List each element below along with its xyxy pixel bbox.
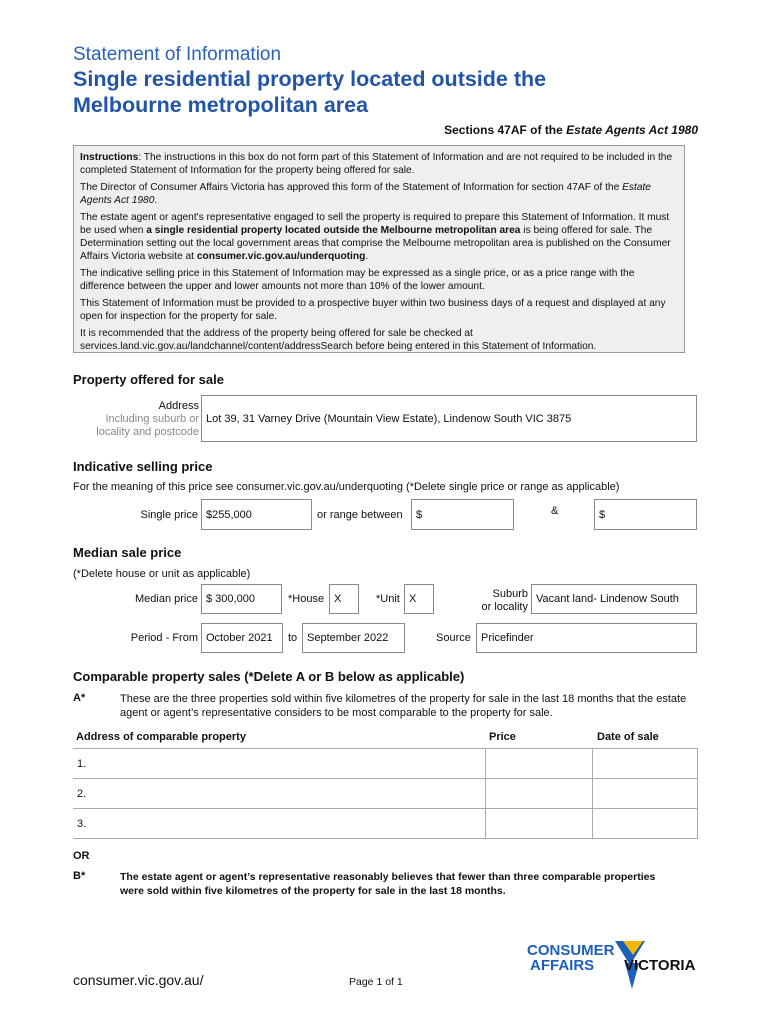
address-label-line2: Including suburb or <box>105 413 199 425</box>
range-from-field[interactable] <box>411 499 514 530</box>
title-line-2: Melbourne metropolitan area <box>73 93 369 117</box>
instructions-p3 <box>80 211 678 263</box>
address-label-line3: locality and postcode <box>96 426 199 438</box>
house-field[interactable] <box>329 584 359 614</box>
sections-line <box>444 123 698 137</box>
comparable-address-2[interactable] <box>73 779 486 809</box>
single-price-label: Single price <box>140 509 198 521</box>
period-to-field[interactable] <box>302 623 405 653</box>
source-value: Pricefinder <box>481 632 534 644</box>
row-number: 1. <box>77 757 87 770</box>
comparable-price-2[interactable] <box>486 779 593 809</box>
suburb-label-line1: Suburb <box>492 588 528 600</box>
instructions-p1 <box>80 151 678 177</box>
range-to-field[interactable] <box>594 499 697 530</box>
period-to-value: September 2022 <box>307 632 389 644</box>
logo-line2: AFFAIRS <box>530 957 595 974</box>
address-label <box>73 400 199 439</box>
instructions-box <box>73 145 685 353</box>
address-label-line1: Address <box>158 400 199 412</box>
col-address-header: Address of comparable property <box>76 731 246 743</box>
instructions-p1-text: : The instructions in this box do not form part of this Statement of Information and are not required to be included in the completed Statement of Information for the property being offered for sale. <box>80 152 673 176</box>
source-label: Source <box>436 632 471 644</box>
suburb-label <box>460 588 528 614</box>
instructions-p4: The indicative selling price in this Statement of Information may be expressed as a single price, or as a price range with the difference between the upper and lower amounts not more than 10% of the lower amount. <box>80 268 635 292</box>
period-from-field[interactable] <box>201 623 283 653</box>
comparable-date-1[interactable] <box>593 749 698 779</box>
page-title <box>73 66 693 118</box>
comparable-price-3[interactable] <box>486 809 593 839</box>
option-a-text: These are the three properties sold within five kilometres of the property for sale in the last 18 months that the estate agent or agent’s representative considers to be most comparable to the property for sale. <box>120 693 687 719</box>
instructions-p6: It is recommended that the address of the property being offered for sale be checked at services.land.vic.gov.au/landchannel/content/addressSearch before being entered in this Statement of Information. <box>80 328 597 352</box>
period-to-label: to <box>288 632 298 644</box>
comparable-table <box>73 748 698 839</box>
median-note: (*Delete house or unit as applicable) <box>73 568 251 580</box>
option-b-text: The estate agent or agent’s representative reasonably believes that fewer than three comparable properties were sold within five kilometres of the property for sale in the last 18 months. <box>120 871 656 897</box>
unit-value: X <box>409 593 417 605</box>
title-line-1: Single residential property located outside the <box>73 67 547 91</box>
instructions-p2-act: Estate Agents Act 1980 <box>80 182 651 206</box>
range-amp: & <box>551 505 559 517</box>
col-price-header: Price <box>489 731 516 743</box>
suburb-field[interactable] <box>531 584 697 614</box>
house-value: X <box>334 593 342 605</box>
suburb-label-line2: or locality <box>481 601 528 613</box>
consumer-affairs-victoria-logo <box>527 937 707 991</box>
instructions-heading: Instructions <box>80 152 139 163</box>
property-heading: Property offered for sale <box>73 372 224 387</box>
table-row <box>73 749 698 779</box>
suburb-value: Vacant land- Lindenow South <box>536 593 679 605</box>
page-number: Page 1 of 1 <box>349 976 403 988</box>
table-row <box>73 779 698 809</box>
median-price-label: Median price <box>135 593 198 605</box>
unit-label: *Unit <box>376 593 400 605</box>
comparable-date-3[interactable] <box>593 809 698 839</box>
indicative-note: For the meaning of this price see consumer.vic.gov.au/underquoting (*Delete single price or range as applicable) <box>73 481 620 493</box>
range-to-value: $ <box>599 508 606 521</box>
logo-line3: VICTORIA <box>624 957 696 974</box>
sections-act: Estate Agents Act 1980 <box>566 123 698 137</box>
option-a-label: A* <box>73 692 86 704</box>
comparable-price-1[interactable] <box>486 749 593 779</box>
instructions-p3-e: . <box>365 251 369 262</box>
range-label: or range between <box>317 509 403 521</box>
median-price-value: $ 300,000 <box>206 593 255 605</box>
row-number: 3. <box>77 817 87 830</box>
underquoting-link[interactable]: consumer.vic.gov.au/underquoting <box>196 251 366 262</box>
instructions-p3-a: The estate agent or agent's representative engaged to sell the property is required to prepare this Statement of Information. It must be used when <box>80 212 670 236</box>
comparable-address-1[interactable] <box>73 749 486 779</box>
instructions-p2-text: The Director of Consumer Affairs Victoria has approved this form of the Statement of Information for section 47AF of the <box>80 182 623 193</box>
median-price-field[interactable] <box>201 584 282 614</box>
period-from-value: October 2021 <box>206 632 273 644</box>
instructions-p2 <box>80 181 678 207</box>
table-row <box>73 809 698 839</box>
unit-field[interactable] <box>404 584 434 614</box>
instructions-p2-end: . <box>154 195 158 206</box>
single-price-field[interactable] <box>201 499 312 530</box>
range-from-value: $ <box>416 508 423 521</box>
median-heading: Median sale price <box>73 545 182 560</box>
indicative-heading: Indicative selling price <box>73 459 213 474</box>
row-number: 2. <box>77 787 87 800</box>
source-field[interactable] <box>476 623 697 653</box>
option-b-label: B* <box>73 870 86 882</box>
or-label: OR <box>73 850 90 862</box>
period-from-label: Period - From <box>130 632 198 644</box>
statement-label: Statement of Information <box>73 44 282 65</box>
sections-prefix: Sections 47AF of the <box>444 123 567 137</box>
address-field[interactable] <box>201 395 697 442</box>
logo-svg <box>527 937 707 991</box>
instructions-p3-b: a single residential property located outside the Melbourne metropolitan area <box>146 225 521 236</box>
instructions-p3-c: is being offered for sale. The Determination setting out the local government areas that comprise the Melbourne metropolitan area is published on the Consumer Affairs Victoria website at <box>80 225 671 262</box>
address-value: Lot 39, 31 Varney Drive (Mountain View Estate), Lindenow South VIC 3875 <box>206 412 572 425</box>
logo-line1: CONSUMER <box>527 942 615 959</box>
single-price-value: $255,000 <box>206 508 252 521</box>
footer-url[interactable]: consumer.vic.gov.au/ <box>73 972 204 988</box>
comparable-heading: Comparable property sales (*Delete A or B below as applicable) <box>73 669 465 684</box>
comparable-date-2[interactable] <box>593 779 698 809</box>
comparable-address-3[interactable] <box>73 809 486 839</box>
col-date-header: Date of sale <box>597 731 659 743</box>
house-label: *House <box>288 593 325 605</box>
instructions-p5: This Statement of Information must be provided to a prospective buyer within two business days of a request and displayed at any open for inspection for the property for sale. <box>80 298 666 322</box>
